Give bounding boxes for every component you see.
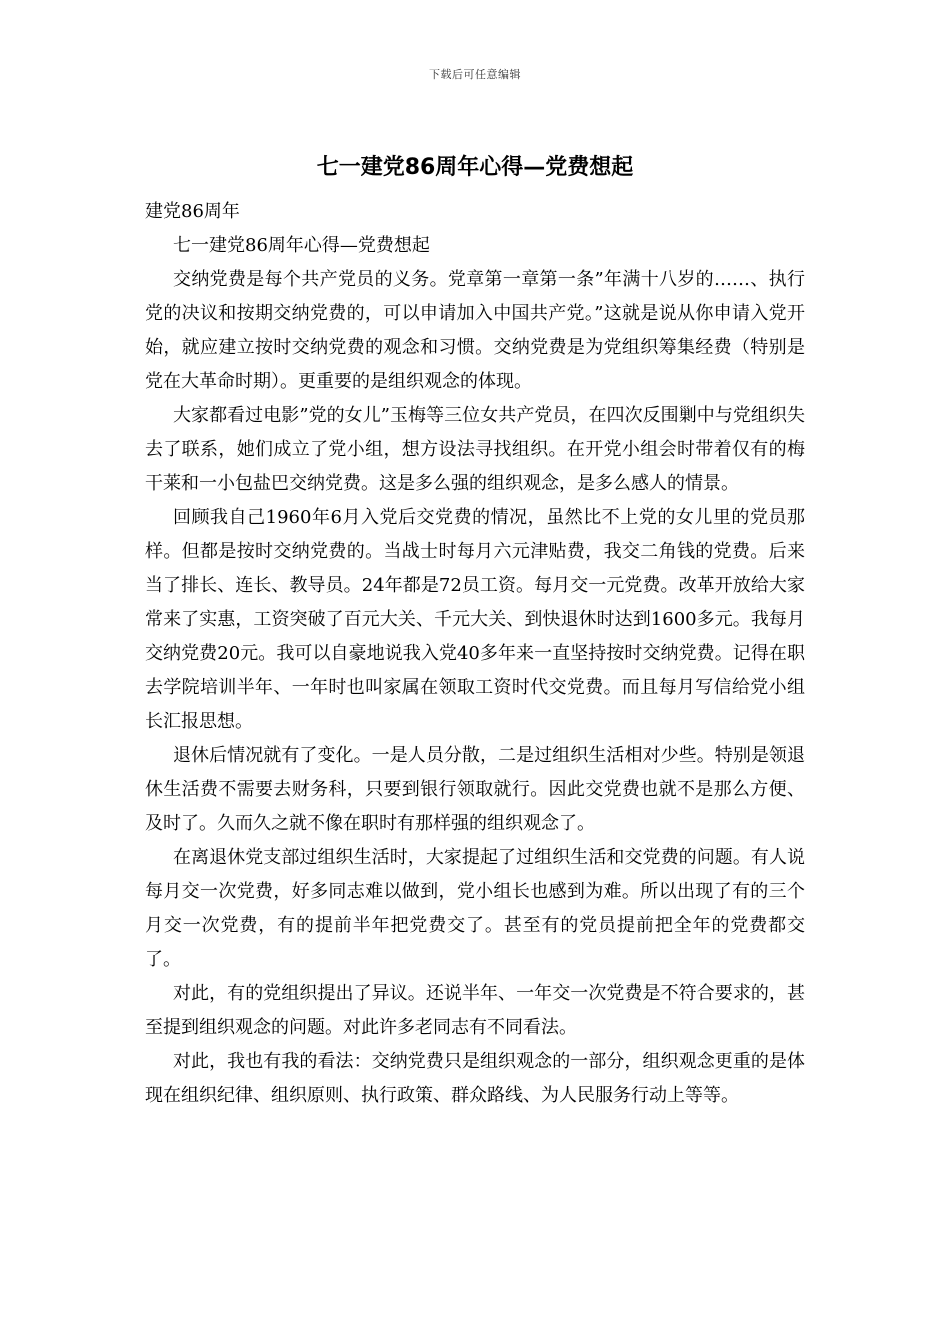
paragraph: 对此，有的党组织提出了异议。还说半年、一年交一次党费是不符合要求的，甚至提到组织观念的问题。对此许多老同志有不同看法。: [145, 983, 805, 1038]
paragraph: 在离退休党支部过组织生活时，大家提起了过组织生活和交党费的问题。有人说每月交一次党费，好多同志难以做到，党小组长也感到为难。所以出现了有的三个月交一次党费，有的提前半年把党费交了。甚至有的党员提前把全年的党费都交了。: [145, 847, 805, 970]
paragraph: 退休后情况就有了变化。一是人员分散，二是过组织生活相对少些。特别是领退休生活费不需要去财务科，只要到银行领取就行。因此交党费也就不是那么方便、及时了。久而久之就不像在职时有那样强的组织观念了。: [145, 745, 805, 834]
document-subheading: 建党86周年: [145, 201, 240, 222]
paragraph: 交纳党费是每个共产党员的义务。党章第一章第一条”年满十八岁的……、执行党的决议和按期交纳党费的，可以申请加入中国共产党。”这就是说从你申请入党开始，就应建立按时交纳党费的观念和习惯。交纳党费是为党组织筹集经费（特别是党在大革命时期）。更重要的是组织观念的体现。: [145, 269, 805, 392]
document-title: 七一建党86周年心得—党费想起: [316, 155, 634, 180]
paragraph: 回顾我自己1960年6月入党后交党费的情况，虽然比不上党的女儿里的党员那样。但都是按时交纳党费的。当战士时每月六元津贴费，我交二角钱的党费。后来当了排长、连长、教导员。24年都是72员工资。每月交一元党费。改革开放给大家常来了实惠，工资突破了百元大关、千元大关、到快退休时达到1600多元。我每月交纳党费20元。我可以自豪地说我入党40多年来一直坚持按时交纳党费。记得在职去学院培训半年、一年时也叫家属在领取工资时代交党费。而且每月写信给党小组长汇报思想。: [145, 507, 805, 732]
document-body: [145, 195, 805, 1113]
paragraph: 七一建党86周年心得—党费想起: [173, 235, 430, 256]
page-header: 下载后可任意编辑: [429, 68, 521, 81]
paragraph: 对此，我也有我的看法：交纳党费只是组织观念的一部分，组织观念更重的是体现在组织纪律、组织原则、执行政策、群众路线、为人民服务行动上等等。: [145, 1051, 805, 1106]
paragraph: 大家都看过电影”党的女儿”玉梅等三位女共产党员，在四次反围剿中与党组织失去了联系，她们成立了党小组，想方设法寻找组织。在开党小组会时带着仅有的梅干莱和一小包盐巴交纳党费。这是多么强的组织观念，是多么感人的情景。: [145, 405, 805, 494]
